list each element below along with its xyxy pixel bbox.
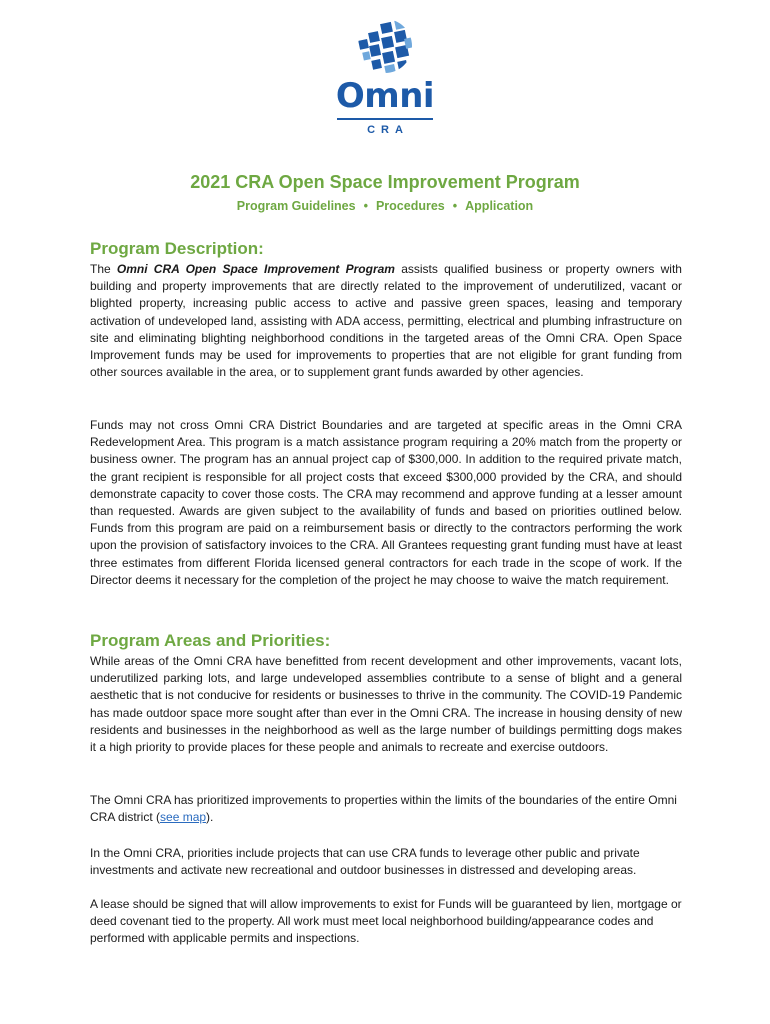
logo-divider: [337, 118, 433, 120]
description-p1-rest: assists qualified business or property owners with building and property improvements that are directly related to the improvement of underutilized, vacant or blighted property, increasing public access to active and passive green spaces, leasing and temporary activation of undeveloped land, assisting with ADA access, permitting, electrical and plumbing infrastructure on site and eliminating blighting neighborhood conditions in the targeted areas of the Omni CRA. Open Space Improvement funds may be used for improvements to properties that are not eligible for grant funding from other sources available in the area, or to supplement grant funds awarded by other agencies.: [90, 262, 682, 380]
page-subtitle: [0, 197, 770, 215]
page-title: 2021 CRA Open Space Improvement Program: [190, 172, 580, 192]
subtitle-separator: •: [452, 199, 458, 213]
areas-paragraph-3: In the Omni CRA, priorities include projects that can use CRA funds to leverage other public and private investments and activate new recreational and outdoor businesses in distressed and developing areas.: [90, 846, 640, 878]
logo-subtitle: CRA: [367, 124, 409, 136]
subtitle-procedures: Procedures: [375, 199, 445, 213]
areas-p2-end: ).: [206, 810, 214, 825]
description-paragraph-1: [90, 261, 682, 381]
globe-logo-icon: [357, 18, 413, 74]
areas-paragraph-2: [90, 792, 682, 826]
logo-name: Omni: [335, 76, 435, 116]
areas-p2-lead: The Omni CRA has prioritized improvements to properties within the limits of the boundaries of the entire Omni CRA district (: [90, 793, 677, 825]
areas-paragraph-4: A lease should be signed that will allow improvements to exist for Funds will be guaranteed by lien, mortgage or deed covenant tied to the property. All work must meet local neighborhood building/appearance codes and performed with applicable permits and inspections.: [90, 897, 682, 946]
omni-cra-logo: [0, 18, 770, 136]
subtitle-application: Application: [465, 199, 534, 213]
subtitle-separator: •: [363, 199, 368, 213]
program-name: Omni CRA Open Space Improvement Program: [116, 262, 395, 276]
subtitle-guidelines: Program Guidelines: [236, 199, 356, 213]
description-paragraph-2: Funds may not cross Omni CRA District Boundaries and are targeted at specific areas in the Omni CRA Redevelopment Area. This program is a match assistance program requiring a 20% match from the property or business owner. The program has an annual project cap of $300,000. In addition to the required private match, the grant recipient is responsible for all project costs that exceed $300,000 provided by the CRA, and should demonstrate capacity to cover those costs. The CRA may recommend and approve funding at a lesser amount than requested. Awards are given subject to the availability of funds and based on priorities outlined below. Funds from this program are paid on a reimbursement basis or directly to the contractors performing the work upon the provision of satisfactory invoices to the CRA. All Grantees requesting grant funding must have at least three estimates from different Florida licensed general contractors for each trade in the scope of work. If the Director deems it necessary for the completion of the project he may choose to waive the match requirement.: [90, 418, 682, 587]
see-map-link[interactable]: see map: [160, 810, 207, 825]
description-p1-lead: The: [90, 262, 117, 276]
section-heading-description: Program Description:: [90, 239, 264, 258]
section-heading-areas: Program Areas and Priorities:: [90, 631, 331, 650]
areas-paragraph-1: While areas of the Omni CRA have benefitted from recent development and other improvements, vacant lots, underutilized parking lots, and large undeveloped assemblies contribute to a sense of blight and a general aesthetic that is not conducive for residents or businesses to thrive in the community. The COVID-19 Pandemic has made outdoor space more sought after than ever in the Omni CRA. The increase in housing density of new residents and businesses in the neighborhood as well as the large number of buildings permitting dogs makes it a high priority to provide places for these people and animals to recreate and exercise outdoors.: [90, 654, 682, 755]
